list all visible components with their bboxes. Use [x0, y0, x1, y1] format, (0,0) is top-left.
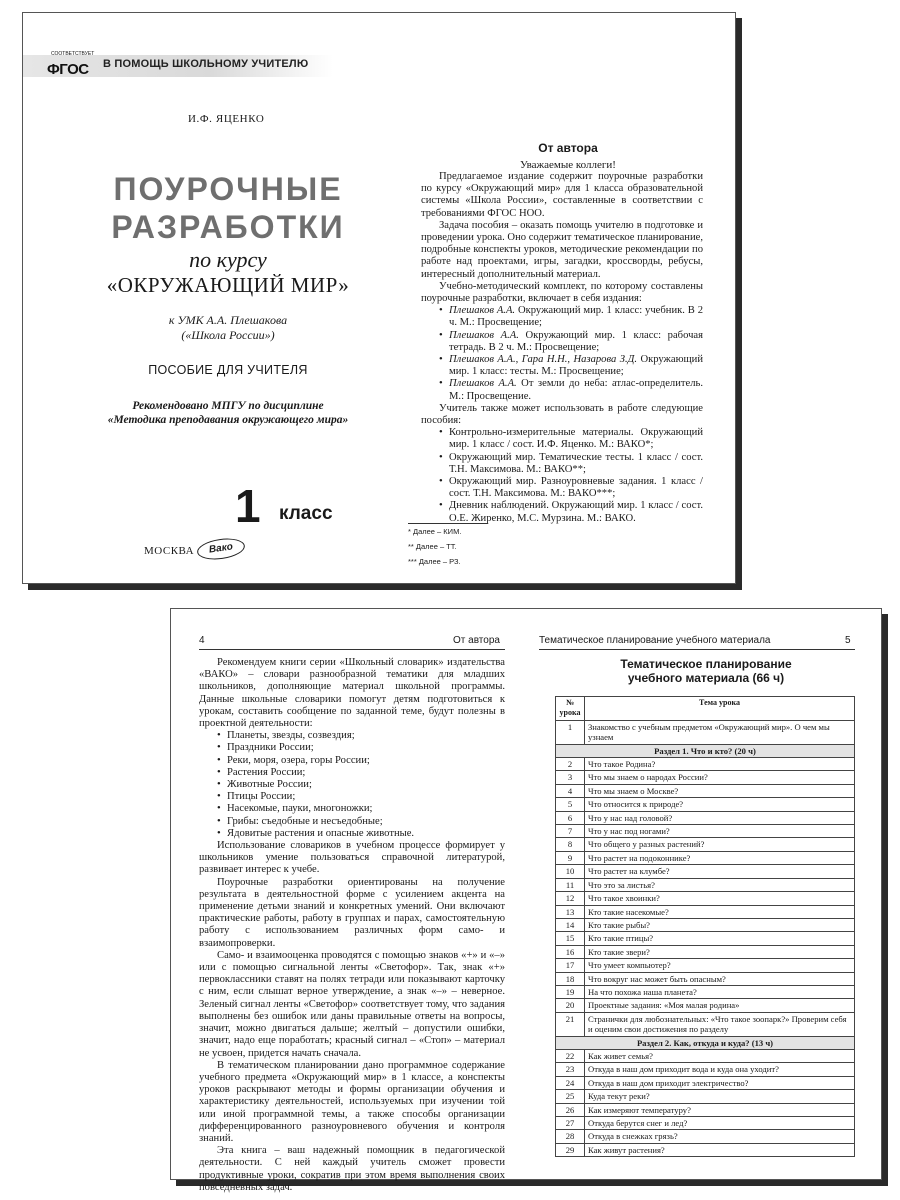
lesson-topic: На что похожа наша планета?	[585, 985, 855, 998]
lesson-number: 8	[556, 838, 585, 851]
running-head: От автора	[453, 635, 500, 646]
lesson-topic: Что это за листья?	[585, 878, 855, 891]
lesson-topic: Что умеет компьютер?	[585, 959, 855, 972]
lesson-number: 11	[556, 878, 585, 891]
lesson-topic: Странички для любознательных: «Что такое зоопарк?» Проверим себя и оценим свои достижения по разделу	[585, 1012, 855, 1036]
table-row	[556, 945, 855, 958]
book-title-line1: ПОУРОЧНЫЕ	[113, 171, 343, 207]
lesson-number: 5	[556, 798, 585, 811]
table-row	[556, 720, 855, 744]
preface-heading: От автора	[538, 141, 598, 155]
section-title: Раздел 1. Что и кто? (20 ч)	[556, 744, 855, 757]
column-header: Тема урока	[585, 697, 855, 721]
lesson-number: 28	[556, 1130, 585, 1143]
lesson-topic: Что вокруг нас может быть опасным?	[585, 972, 855, 985]
list-item: • Птицы России;	[217, 791, 505, 803]
lesson-number: 3	[556, 771, 585, 784]
preface-greeting: Уважаемые коллеги!	[520, 159, 616, 171]
lesson-number: 15	[556, 932, 585, 945]
lesson-topic: Как живут растения?	[585, 1143, 855, 1156]
table-row	[556, 1049, 855, 1062]
lesson-number: 1	[556, 720, 585, 744]
list-item: • Ядовитые растения и опасные животные.	[217, 828, 505, 840]
table-row	[556, 771, 855, 784]
lesson-number: 4	[556, 784, 585, 797]
table-row	[556, 811, 855, 824]
lesson-number: 27	[556, 1117, 585, 1130]
table-row	[556, 972, 855, 985]
lesson-number: 9	[556, 851, 585, 864]
list-item: • Грибы: съедобные и несъедобные;	[217, 816, 505, 828]
lesson-number: 6	[556, 811, 585, 824]
section-title: Раздел 2. Как, откуда и куда? (13 ч)	[556, 1036, 855, 1049]
table-row	[556, 1076, 855, 1089]
book-author: И.Ф. ЯЦЕНКО	[188, 113, 265, 125]
lesson-number: 29	[556, 1143, 585, 1156]
section-row	[556, 744, 855, 757]
table-row	[556, 1117, 855, 1130]
lesson-topic: Что общего у разных растений?	[585, 838, 855, 851]
lesson-topic: Что мы знаем о Москве?	[585, 784, 855, 797]
table-row	[556, 999, 855, 1012]
list-item: • Планеты, звезды, созвездия;	[217, 730, 505, 742]
lesson-number: 14	[556, 918, 585, 931]
list-item: • Плешаков А.А. Окружающий мир. 1 класс: рабочая тетрадь. В 2 ч. М.: Просвещение;	[439, 330, 703, 354]
list-item: • Растения России;	[217, 767, 505, 779]
lesson-number: 24	[556, 1076, 585, 1089]
list-item: • Контрольно-измерительные материалы. Окружающий мир. 1 класс / сост. И.Ф. Яценко. М.: ВАКО*;	[439, 427, 703, 451]
page-number: 4	[199, 635, 205, 646]
footnote: * Далее – КИМ.	[408, 527, 462, 536]
fgos-logo: СООТВЕТСТВУЕТ ФГОС	[47, 51, 95, 78]
lesson-number: 17	[556, 959, 585, 972]
recommendation: Рекомендовано МПГУ по дисциплине «Методика преподавания окружающего мира»	[107, 400, 349, 426]
lesson-number: 25	[556, 1090, 585, 1103]
lesson-topic: Кто такие насекомые?	[585, 905, 855, 918]
list-item: • Плешаков А.А. От земли до неба: атлас-определитель. М.: Просвещение.	[439, 378, 703, 402]
table-row	[556, 784, 855, 797]
table-row	[556, 985, 855, 998]
lesson-number: 22	[556, 1049, 585, 1062]
lesson-topic: Знакомство с учебным предметом «Окружающий мир». О чем мы узнаем	[585, 720, 855, 744]
book-subject: «ОКРУЖАЮЩИЙ МИР»	[106, 273, 350, 297]
header-rule	[539, 649, 855, 650]
table-row	[556, 1130, 855, 1143]
lesson-number: 23	[556, 1063, 585, 1076]
list-item: • Окружающий мир. Разноуровневые задания. 1 класс / сост. Т.Н. Максимова. М.: ВАКО***;	[439, 476, 703, 500]
lesson-topic: Как измеряют температуру?	[585, 1103, 855, 1116]
lesson-topic: Проектные задания: «Моя малая родина»	[585, 999, 855, 1012]
grade-word: класс	[279, 503, 333, 524]
lesson-number: 21	[556, 1012, 585, 1036]
list-item: • Плешаков А.А., Гара Н.Н., Назарова З.Д. Окружающий мир. 1 класс: тесты. М.: Просвещение;	[439, 354, 703, 378]
lesson-topic: Что такое Родина?	[585, 758, 855, 771]
table-row	[556, 1063, 855, 1076]
extra-list	[421, 427, 703, 525]
table-row	[556, 918, 855, 931]
footnote-rule	[408, 523, 488, 524]
series-title: В ПОМОЩЬ ШКОЛЬНОМУ УЧИТЕЛЮ	[103, 58, 309, 70]
grade-number: 1	[235, 480, 261, 532]
column-header: № урока	[556, 697, 585, 721]
preface-text: Предлагаемое издание содержит поурочные разработки по курсу «Окружающий мир» для 1 класса образовательной системы «Школа России», составленные в соответствии с требованиями ФГОС НОО. Задача пособия – оказать помощь учителю в подготовке и проведении урока. Оно содержит тематическое планирование, подробные конспекты уроков, методические рекомендации по работе над проектами, игры, загадки, кроссворды, ребусы, интересный дополнительный материал. Учебно-методический комплект, по которому составлены поурочные разработки, включает в себя издания: • Плешаков А.А. Окружающий мир. 1 класс: учебник. В 2 ч. М.: Просвещение; • Плешаков А.А. Окружающий мир. 1 класс: рабочая тетрадь. В 2 ч. М.: Просвещение; • Плешаков А.А., Гара Н.Н., Назарова З.Д. Окружающий мир. 1 класс: тесты. М.: Просвещение; • Плешаков А.А. От земли до неба: атлас-определитель. М.: Просвещение. Учитель также может использовать в работе следующие пособия: • Контрольно-измерительные материалы. Окружающий мир. 1 класс / сост. И.Ф. Яценко. М.: ВАКО*; • Окружающий мир. Тематические тесты. 1 класс / сост. Т.Н. Максимова. М.: ВАКО**; • Окружающий мир. Разноуровневые задания. 1 класс / сост. Т.Н. Максимова. М.: ВАКО***; • Дневник наблюдений. Окружающий мир. 1 класс / сост. О.Е. Жиренко, М.С. Мурзина. М.: ВАКО.	[421, 171, 703, 525]
table-row	[556, 905, 855, 918]
lesson-topic: Как живет семья?	[585, 1049, 855, 1062]
lesson-number: 18	[556, 972, 585, 985]
table-row	[556, 1103, 855, 1116]
lesson-number: 16	[556, 945, 585, 958]
lesson-topic: Откуда в снежках грязь?	[585, 1130, 855, 1143]
lesson-number: 7	[556, 825, 585, 838]
book-title-line3: по курсу	[189, 247, 267, 272]
table-row	[556, 932, 855, 945]
footnote: ** Далее – ТТ.	[408, 542, 457, 551]
lesson-topic: Что растет на клумбе?	[585, 865, 855, 878]
lesson-number: 2	[556, 758, 585, 771]
table-row	[556, 1012, 855, 1036]
table-row	[556, 892, 855, 905]
lesson-topic: Что растет на подоконнике?	[585, 851, 855, 864]
table-row	[556, 1090, 855, 1103]
kit-list	[421, 305, 703, 403]
list-item: • Праздники России;	[217, 742, 505, 754]
dictionary-list	[199, 730, 505, 840]
list-item: • Окружающий мир. Тематические тесты. 1 класс / сост. Т.Н. Максимова. М.: ВАКО**;	[439, 452, 703, 476]
section-row	[556, 1036, 855, 1049]
table-row	[556, 825, 855, 838]
lesson-topic: Откуда берутся снег и лед?	[585, 1117, 855, 1130]
table-row	[556, 1143, 855, 1156]
manual-label: ПОСОБИЕ ДЛЯ УЧИТЕЛЯ	[148, 363, 308, 377]
lesson-topic: Что такое хвоинки?	[585, 892, 855, 905]
book-title-line2: РАЗРАБОТКИ	[111, 209, 345, 245]
lesson-number: 12	[556, 892, 585, 905]
inner-spread	[170, 608, 882, 1193]
footnote: *** Далее – РЗ.	[408, 557, 461, 566]
lesson-plan-table	[555, 696, 855, 1157]
running-head: Тематическое планирование учебного материала	[539, 635, 771, 646]
list-item: • Животные России;	[217, 779, 505, 791]
lesson-number: 20	[556, 999, 585, 1012]
lesson-number: 19	[556, 985, 585, 998]
list-item: • Дневник наблюдений. Окружающий мир. 1 класс / сост. О.Е. Жиренко, М.С. Мурзина. М.: ВАКО.	[439, 500, 703, 524]
table-header-row	[556, 697, 855, 721]
table-row	[556, 851, 855, 864]
lesson-number: 13	[556, 905, 585, 918]
umk-info: к УМК А.А. Плешакова («Школа России»)	[168, 313, 288, 342]
lesson-topic: Куда текут реки?	[585, 1090, 855, 1103]
lesson-topic: Что у нас под ногами?	[585, 825, 855, 838]
lesson-number: 26	[556, 1103, 585, 1116]
list-item: • Насекомые, пауки, многоножки;	[217, 803, 505, 815]
lesson-topic: Кто такие птицы?	[585, 932, 855, 945]
lesson-topic: Откуда в наш дом приходит вода и куда она уходит?	[585, 1063, 855, 1076]
cover-spread	[22, 12, 736, 584]
table-row	[556, 959, 855, 972]
lesson-number: 10	[556, 865, 585, 878]
table-row	[556, 798, 855, 811]
lesson-topic: Кто такие рыбы?	[585, 918, 855, 931]
table-row	[556, 878, 855, 891]
table-row	[556, 865, 855, 878]
lesson-topic: Что мы знаем о народах России?	[585, 771, 855, 784]
list-item: • Плешаков А.А. Окружающий мир. 1 класс: учебник. В 2 ч. М.: Просвещение;	[439, 305, 703, 329]
table-title: Тематическое планирование учебного материала (66 ч)	[620, 657, 792, 685]
lesson-topic: Что у нас над головой?	[585, 811, 855, 824]
lesson-topic: Откуда в наш дом приходит электричество?	[585, 1076, 855, 1089]
list-item: • Реки, моря, озера, горы России;	[217, 755, 505, 767]
table-row	[556, 758, 855, 771]
header-rule	[199, 649, 505, 650]
lesson-topic: Кто такие звери?	[585, 945, 855, 958]
page4-text: Рекомендуем книги серии «Школьный словарик» издательства «ВАКО» – словари разнообразной тематики для младших школьников, дополняющие материал школьной программы. Данные школьные словарики помогут детям подготовиться к урокам, составить сообщение по заданной теме, будут полезны в проектной деятельности: • Планеты, звезды, созвездия; • Праздники России; • Реки, моря, озера, горы России; • Растения России; • Животные России; • Птицы России; • Насекомые, пауки, многоножки; • Грибы: съедобные и несъедобные; • Ядовитые растения и опасные животные. Использование словариков в учебном процессе формирует у школьников умение пользоваться справочной литературой, развивает интерес к учебе. Поурочные разработки ориентированы на получение результата в деятельностной форме с усилением акцента на применение детьми знаний и конкретных умений. Они включают практические работы, работу в группах и парах, самостоятельную работу с использованием различных форм само- и взаимопроверки. Само- и взаимооценка проводятся с помощью знаков «+» и «–» или с помощью сигнальной ленты «Светофор». Так, знак «+» первоклассники ставят на полях тетради или показывают карточку с ним, если слышат верное утверждение, а знак «–» – неверное. Зеленый сигнал ленты «Светофор» соответствует тому, что задания выполнены без ошибок или даны правильные ответы на вопросы, значит, можно двигаться дальше; желтый – допустили ошибки, значит, надо еще поработать; красный сигнал – «Стоп» – материал не усвоен, придется начать сначала. В тематическом планировании дано программное содержание учебного предмета «Окружающий мир» в 1 классе, а конспекты уроков раскрывают методы и формы организации обучения и характеристику деятельностей, используемых при изучении той или иной программной темы, а также способы организации дифференцированного разноуровневого обучения и контроля знаний. Эта книга – ваш надежный помощник в педагогической деятельности. С ней каждый учитель сможет провести продуктивные уроки, сократив при этом время выполнения своих повседневных задач.	[199, 657, 505, 1194]
publisher-logo: Вако	[196, 536, 246, 562]
lesson-topic: Что относится к природе?	[585, 798, 855, 811]
table-row	[556, 838, 855, 851]
publisher-city: МОСКВА	[144, 545, 195, 557]
page-number: 5	[845, 635, 851, 646]
